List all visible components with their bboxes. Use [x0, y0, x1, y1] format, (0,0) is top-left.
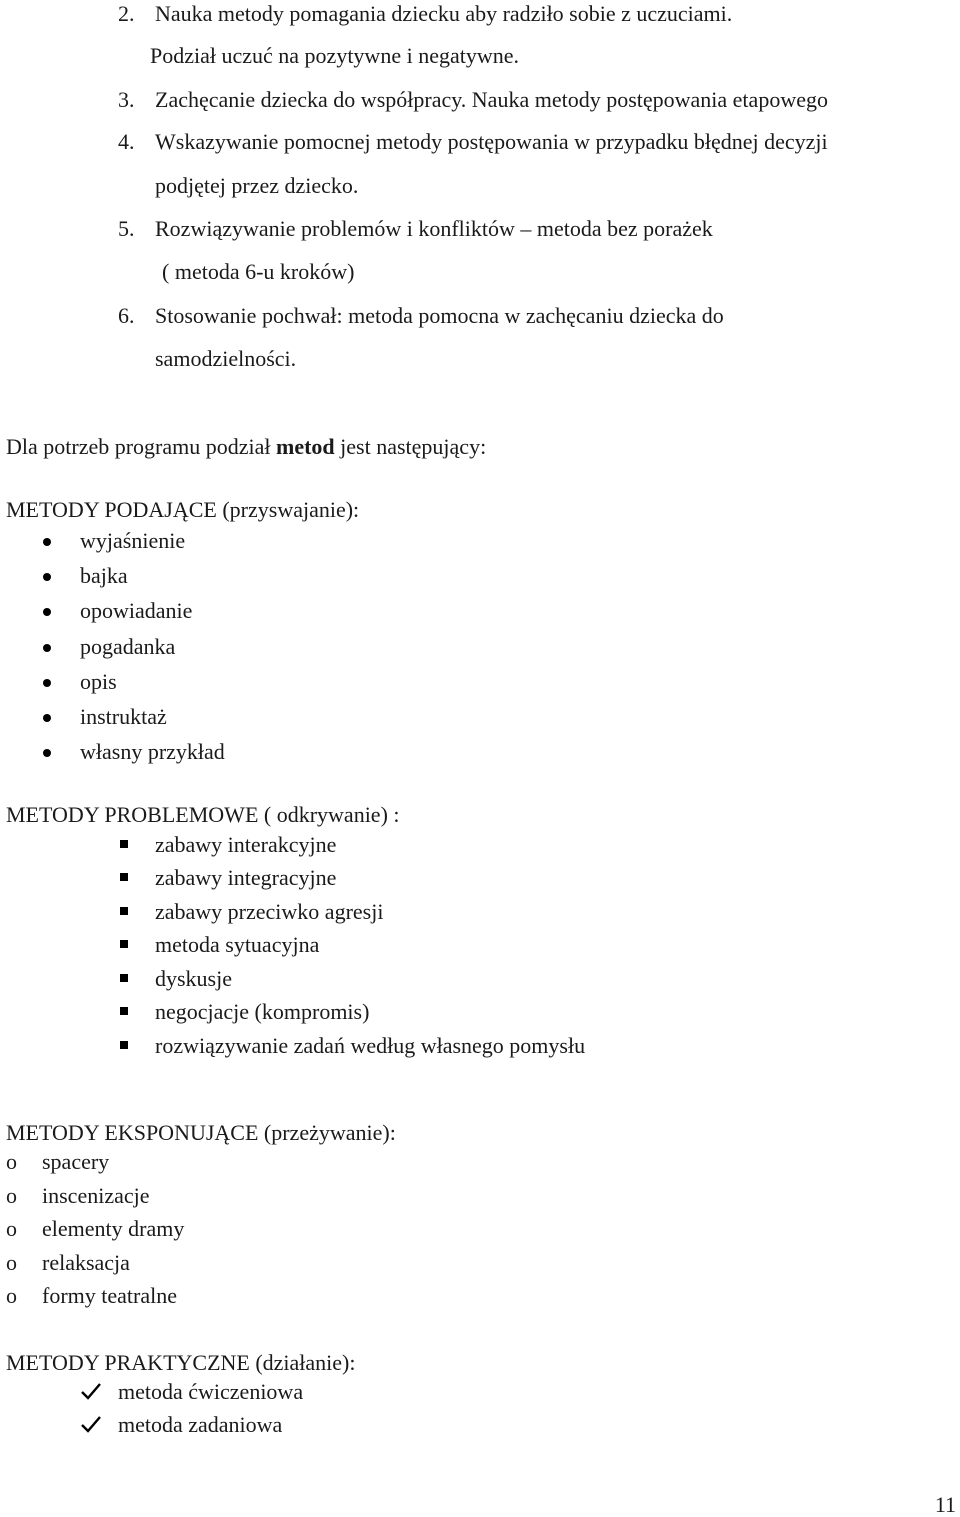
- bullet-dot-icon: [43, 714, 51, 722]
- intro-text: Dla potrzeb programu podział: [6, 434, 277, 459]
- circle-bullet-icon: o: [6, 1149, 17, 1174]
- list-item: formy teatralne: [42, 1283, 177, 1308]
- list-item-text: Podział uczuć na pozytywne i negatywne.: [150, 43, 519, 68]
- list-item: dyskusje: [155, 966, 232, 991]
- list-item: wyjaśnienie: [80, 528, 186, 553]
- list-item: negocjacje (kompromis): [155, 999, 370, 1024]
- checkmark-icon: [80, 1382, 102, 1400]
- list-item: metoda ćwiczeniowa: [118, 1379, 304, 1404]
- circle-bullet-icon: o: [6, 1283, 17, 1308]
- list-item: relaksacja: [42, 1250, 130, 1275]
- list-item: zabawy interakcyjne: [155, 832, 337, 857]
- list-item-text: Stosowanie pochwał: metoda pomocna w zachęcaniu dziecka do: [155, 303, 724, 328]
- list-item: metoda sytuacyjna: [155, 932, 320, 957]
- list-item: pogadanka: [80, 634, 176, 659]
- list-item: własny przykład: [80, 739, 225, 764]
- square-bullet-icon: [120, 873, 128, 881]
- square-bullet-icon: [120, 974, 128, 982]
- bullet-dot-icon: [43, 608, 51, 616]
- square-bullet-icon: [120, 1041, 128, 1049]
- circle-bullet-icon: o: [6, 1250, 17, 1275]
- square-bullet-icon: [120, 907, 128, 915]
- intro-text-end: jest następujący:: [334, 434, 487, 459]
- section-heading: METODY EKSPONUJĄCE (przeżywanie):: [6, 1120, 396, 1145]
- list-number: 3.: [118, 87, 135, 112]
- page-number: 11: [934, 1492, 956, 1517]
- intro-paragraph: [6, 436, 486, 458]
- list-item: instruktaż: [80, 704, 167, 729]
- section-heading: METODY PODAJĄCE (przyswajanie):: [6, 497, 360, 522]
- bullet-dot-icon: [43, 538, 51, 546]
- list-item-text: ( metoda 6-u kroków): [162, 259, 355, 284]
- list-item-text: samodzielności.: [155, 346, 297, 371]
- list-item-text: Nauka metody pomagania dziecku aby radziło sobie z uczuciami.: [155, 1, 733, 26]
- square-bullet-icon: [120, 1007, 128, 1015]
- list-item: bajka: [80, 563, 128, 588]
- bullet-dot-icon: [43, 573, 51, 581]
- list-number: 5.: [118, 216, 135, 241]
- section-heading: METODY PRAKTYCZNE (działanie):: [6, 1350, 356, 1375]
- list-item: elementy dramy: [42, 1216, 185, 1241]
- list-item-text: Rozwiązywanie problemów i konfliktów – metoda bez porażek: [155, 216, 713, 241]
- list-number: 4.: [118, 129, 135, 154]
- circle-bullet-icon: o: [6, 1183, 17, 1208]
- bullet-dot-icon: [43, 749, 51, 757]
- list-item: rozwiązywanie zadań według własnego pomysłu: [155, 1033, 586, 1058]
- list-item: zabawy przeciwko agresji: [155, 899, 384, 924]
- square-bullet-icon: [120, 840, 128, 848]
- list-item: zabawy integracyjne: [155, 865, 337, 890]
- list-number: 6.: [118, 303, 135, 328]
- list-item: opowiadanie: [80, 598, 193, 623]
- list-item-text: podjętej przez dziecko.: [155, 173, 359, 198]
- section-heading: METODY PROBLEMOWE ( odkrywanie) :: [6, 802, 400, 827]
- list-item-text: Wskazywanie pomocnej metody postępowania w przypadku błędnej decyzji: [155, 129, 828, 154]
- list-item: opis: [80, 669, 117, 694]
- bullet-dot-icon: [43, 679, 51, 687]
- circle-bullet-icon: o: [6, 1216, 17, 1241]
- list-item: inscenizacje: [42, 1183, 150, 1208]
- list-number: 2.: [118, 1, 135, 26]
- list-item: metoda zadaniowa: [118, 1412, 283, 1437]
- bullet-dot-icon: [43, 644, 51, 652]
- list-item-text: Zachęcanie dziecka do współpracy. Nauka metody postępowania etapowego: [155, 87, 828, 112]
- intro-bold: metod: [276, 434, 335, 459]
- list-item: spacery: [42, 1149, 110, 1174]
- checkmark-icon: [80, 1415, 102, 1433]
- square-bullet-icon: [120, 940, 128, 948]
